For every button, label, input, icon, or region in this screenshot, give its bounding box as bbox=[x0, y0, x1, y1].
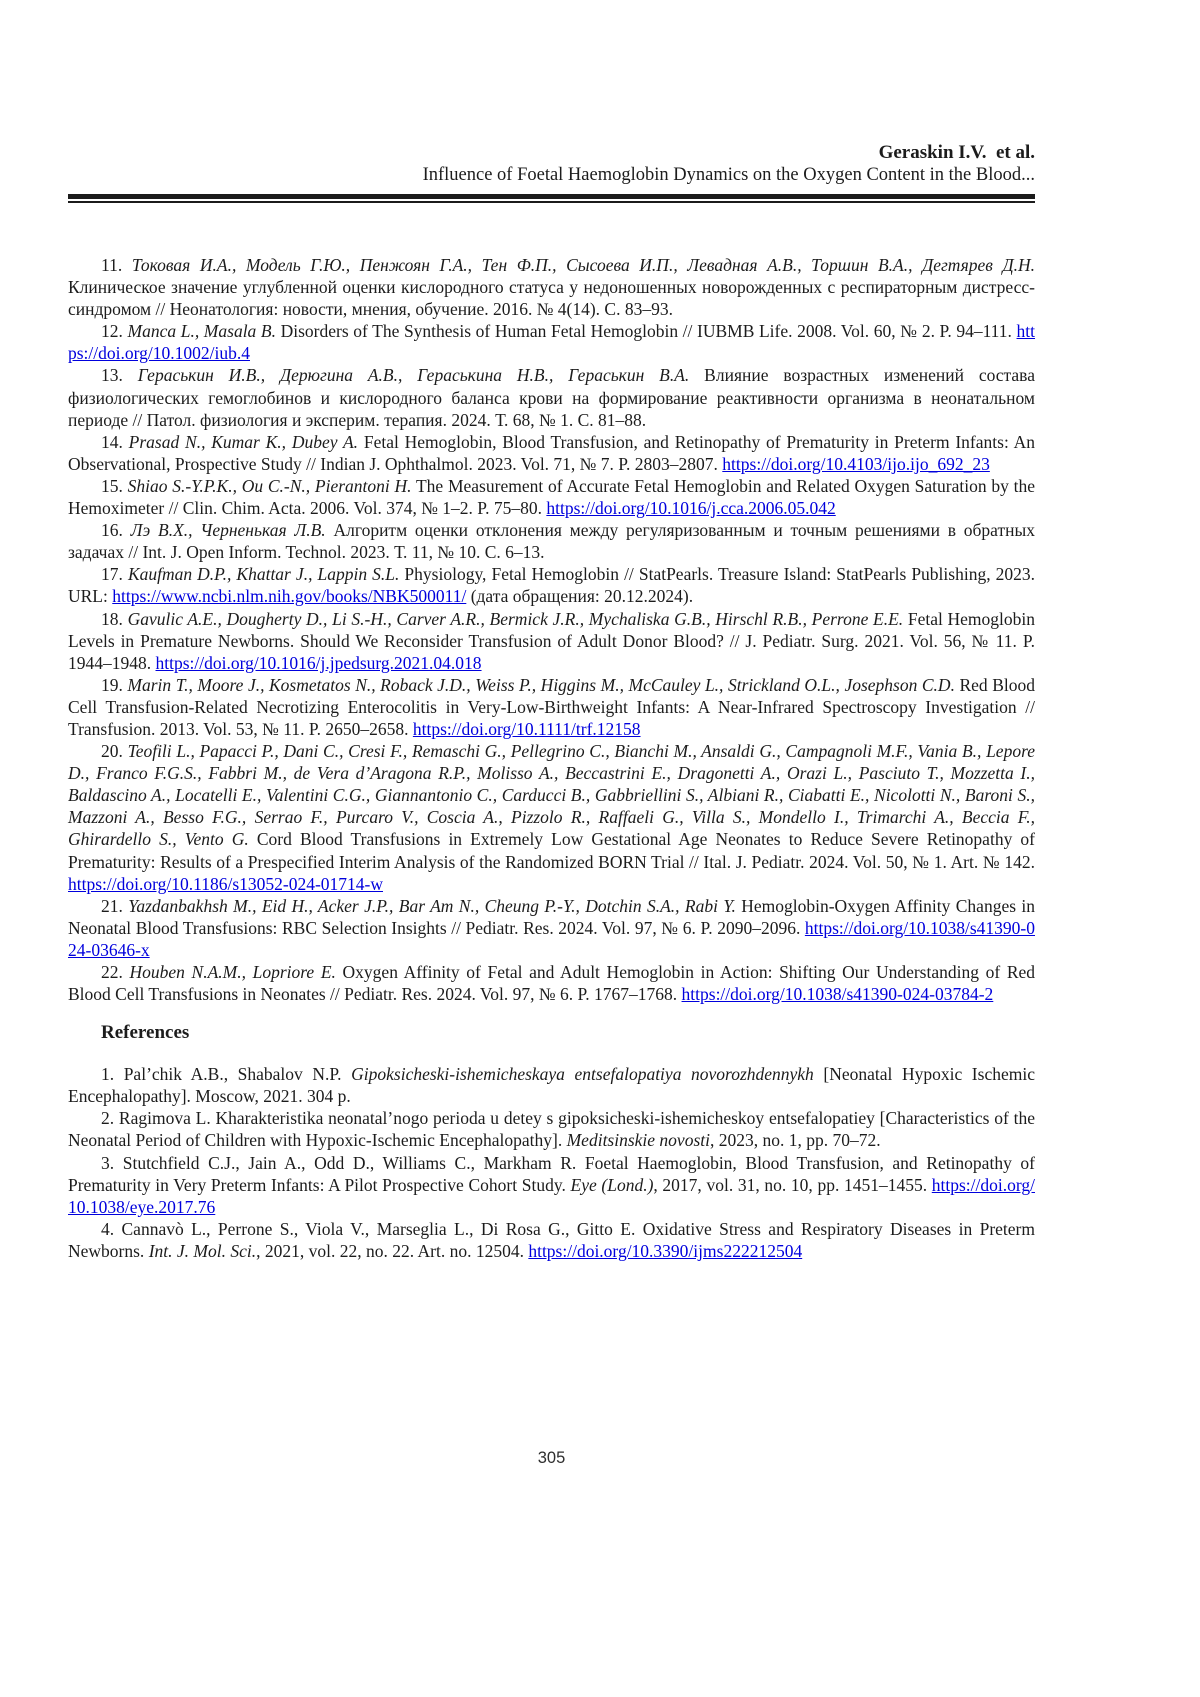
reference-italic-text: Manca L., Masala B. bbox=[127, 321, 276, 342]
reference-text: Disorders of The Synthesis of Human Fetal Hemoglobin // IUBMB Life. 2008. Vol. 60, № 2. P. 94–111. bbox=[275, 321, 1017, 342]
reference-item bbox=[68, 740, 1035, 895]
reference-item bbox=[68, 475, 1035, 519]
reference-item bbox=[68, 895, 1035, 961]
doi-link[interactable]: https://doi.org/10.4103/ijo.ijo_692_23 bbox=[722, 453, 990, 474]
reference-text: , 2021, vol. 22, no. 22. Art. no. 12504. bbox=[256, 1240, 529, 1261]
doi-link[interactable]: https://doi.org/10.1038/s41390-024-03784-2 bbox=[681, 984, 994, 1005]
reference-list-continued bbox=[68, 254, 1035, 1005]
reference-italic-text: Yazdanbakhsh M., Eid H., Acker J.P., Bar Am N., Cheung P.-Y., Dotchin S.A., Rabi Y. bbox=[128, 895, 736, 916]
reference-text: 15. bbox=[101, 475, 128, 496]
doi-link[interactable]: https://doi.org/10.1002/iub.4 bbox=[68, 321, 1036, 364]
reference-italic-text: Gipoksicheski-ishemicheskaya entsefalopatiya novorozhdennykh bbox=[351, 1064, 814, 1085]
doi-link[interactable]: https://doi.org/10.1038/eye.2017.76 bbox=[68, 1174, 1035, 1217]
reference-item bbox=[68, 961, 1035, 1005]
reference-text: Cord Blood Transfusions in Extremely Low Gestational Age Neonates to Reduce Severe Retinopathy of Prematurity: Results of a Prespecified Interim Analysis of the Randomized BORN Trial // Ital. J. Pediatr. 2024. Vol. 50, № 1. Art. № 142. bbox=[68, 829, 1036, 872]
reference-text: , 2023, no. 1, pp. 70–72. bbox=[710, 1130, 881, 1151]
reference-item bbox=[68, 1107, 1035, 1151]
reference-text: Physiology, Fetal Hemoglobin // StatPearls. Treasure Island: StatPearls Publishing, 2023. URL: bbox=[68, 564, 1036, 607]
reference-italic-text: Токовая И.А., Модель Г.Ю., Пенжоян Г.А., Тен Ф.П., Сысоева И.П., Левадная А.В., Торшин В.А., Дегтярев Д.Н. bbox=[131, 255, 1036, 275]
reference-item bbox=[68, 431, 1035, 475]
reference-item bbox=[68, 608, 1035, 674]
reference-text: [Neonatal Hypoxic Ischemic Encephalopathy]. Moscow, 2021. 304 p. bbox=[68, 1064, 1035, 1107]
page-footer bbox=[68, 1449, 1035, 1468]
reference-text: Алгоритм оценки отклонения между регуляризованным и точным решениями в обратных задачах // Int. J. Open Inform. Technol. 2023. Т. 11, № 10. С. 6–13. bbox=[68, 520, 1035, 563]
reference-item bbox=[68, 563, 1035, 607]
doi-link[interactable]: https://doi.org/10.1038/s41390-024-03646-x bbox=[68, 917, 1035, 960]
reference-text: 21. bbox=[101, 895, 129, 916]
reference-item bbox=[68, 364, 1035, 430]
reference-text: , 2017, vol. 31, no. 10, pp. 1451–1455. bbox=[653, 1174, 932, 1195]
divider-thick-line bbox=[68, 194, 1035, 199]
reference-text: Red Blood Cell Transfusion-Related Necrotizing Enterocolitis in Very-Low-Birthweight Infants: A Near-Infrared Spectroscopy Investigation // Transfusion. 2013. Vol. 53, № 11. P. 2650–2658. bbox=[68, 674, 1035, 739]
reference-text: 17. bbox=[101, 564, 128, 585]
header-divider bbox=[68, 194, 1035, 203]
doi-link[interactable]: https://doi.org/10.3390/ijms222212504 bbox=[528, 1240, 803, 1261]
doi-link[interactable]: https://doi.org/10.1111/trf.12158 bbox=[412, 718, 641, 739]
reference-text: Клиническое значение углубленной оценки кислородного статуса у недоношенных новорожденных с респираторным дистресс-синдромом // Неонатология: новости, мнения, обучение. 2016. № 4(14). С. 83–93. bbox=[68, 277, 1035, 320]
doi-link[interactable]: https://doi.org/10.1016/j.cca.2006.05.042 bbox=[546, 498, 836, 519]
doi-link[interactable]: https://doi.org/10.1016/j.jpedsurg.2021.04.018 bbox=[155, 652, 482, 673]
reference-text: 20. bbox=[101, 741, 128, 762]
reference-italic-text: Prasad N., Kumar K., Dubey A. bbox=[128, 431, 359, 452]
reference-list-transliterated bbox=[68, 1063, 1035, 1262]
reference-text: 13. bbox=[101, 365, 138, 386]
reference-text: 19. bbox=[101, 674, 128, 695]
reference-text: Oxygen Affinity of Fetal and Adult Hemoglobin in Action: Shifting Our Understanding of Red Blood Cell Transfusions in Neonates // Pediatr. Res. 2024. Vol. 97, № 6. P. 1767–1768. bbox=[68, 962, 1036, 1005]
reference-item bbox=[68, 1063, 1035, 1107]
reference-italic-text: Гераськин И.В., Дерюгина А.В., Гераськина Н.В., Гераськин В.А. bbox=[137, 365, 690, 386]
reference-italic-text: Meditsinskie novosti bbox=[566, 1130, 710, 1151]
reference-item bbox=[68, 519, 1035, 563]
references-body bbox=[68, 254, 1035, 1262]
reference-item bbox=[68, 674, 1035, 740]
reference-item bbox=[68, 320, 1035, 364]
reference-text: 11. bbox=[101, 255, 132, 275]
reference-text: (дата обращения: 20.12.2024). bbox=[466, 586, 694, 607]
reference-text: 14. bbox=[101, 431, 129, 452]
reference-text: 4. Cannavò L., Perrone S., Viola V., Marseglia L., Di Rosa G., Gitto E. Oxidative Stress and Respiratory Diseases in Preterm Newborns. bbox=[68, 1218, 1035, 1261]
reference-text: Влияние возрастных изменений состава физиологических гемоглобинов и кислородного баланса крови на формирование реактивности организма в неонатальном периоде // Патол. физиология и эксперим. терапия. 2024. Т. 68, № 1. С. 81–88. bbox=[68, 365, 1035, 430]
reference-text: Fetal Hemoglobin, Blood Transfusion, and Retinopathy of Prematurity in Preterm Infants: An Observational, Prospective Study // Indian J. Ophthalmol. 2023. Vol. 71, № 7. P. 2803–2807. bbox=[68, 431, 1036, 474]
reference-text: 16. bbox=[101, 520, 131, 541]
reference-text: Fetal Hemoglobin Levels in Premature Newborns. Should We Reconsider Transfusion of Adult Donor Blood? // J. Pediatr. Surg. 2021. Vol. 56, № 11. P. 1944–1948. bbox=[68, 608, 1036, 673]
reference-text: 2. Ragimova L. Kharakteristika neonatal’nogo perioda u detey s gipoksicheski-ishemicheskoy entsefalopatiey [Characteristics of the Neonatal Period of Children with Hypoxic-Ischemic Encephalopathy]. bbox=[68, 1108, 1035, 1151]
reference-italic-text: Int. J. Mol. Sci. bbox=[148, 1240, 257, 1261]
reference-text: Hemoglobin-Oxygen Affinity Changes in Neonatal Blood Transfusions: RBC Selection Insights // Pediatr. Res. 2024. Vol. 97, № 6. P. 2090–2096. bbox=[68, 895, 1036, 938]
reference-italic-text: Houben N.A.M., Lopriore E. bbox=[129, 962, 336, 982]
doi-link[interactable]: https://www.ncbi.nlm.nih.gov/books/NBK500011/ bbox=[112, 586, 467, 607]
page-content bbox=[68, 141, 1035, 1262]
reference-text: 22. bbox=[101, 962, 130, 982]
reference-italic-text: Gavulic A.E., Dougherty D., Li S.-H., Carver A.R., Bermick J.R., Mychaliska G.B., Hirschl R.B., Perrone E.E. bbox=[127, 608, 904, 629]
page-number: 305 bbox=[537, 1449, 566, 1467]
reference-item bbox=[68, 1152, 1035, 1218]
reference-italic-text: Shiao S.-Y.P.K., Ou C.-N., Pierantoni H. bbox=[127, 475, 412, 496]
running-head bbox=[68, 141, 1035, 203]
reference-italic-text: Лэ В.Х., Черненькая Л.В. bbox=[130, 520, 326, 541]
reference-text: 12. bbox=[101, 321, 128, 342]
divider-thin-line bbox=[68, 201, 1035, 203]
reference-text: 1. Pal’chik A.B., Shabalov N.P. bbox=[101, 1064, 352, 1085]
reference-italic-text: Marin T., Moore J., Kosmetatos N., Roback J.D., Weiss P., Higgins M., McCauley L., Strickland O.L., Josephson C.D. bbox=[127, 674, 955, 695]
doi-link[interactable]: https://doi.org/10.1186/s13052-024-01714-w bbox=[68, 873, 383, 894]
reference-italic-text: Eye (Lond.) bbox=[570, 1174, 654, 1195]
reference-text: 3. Stutchfield C.J., Jain A., Odd D., Williams C., Markham R. Foetal Haemoglobin, Blood Transfusion, and Retinopathy of Prematurity in Very Preterm Infants: A Pilot Prospective Cohort Study. bbox=[68, 1152, 1035, 1195]
reference-item bbox=[68, 1218, 1035, 1262]
reference-item bbox=[68, 254, 1035, 320]
reference-text: 18. bbox=[101, 608, 128, 629]
reference-italic-text: Kaufman D.P., Khattar J., Lappin S.L. bbox=[127, 564, 400, 585]
reference-text: The Measurement of Accurate Fetal Hemoglobin and Related Oxygen Saturation by the Hemoximeter // Clin. Chim. Acta. 2006. Vol. 374, № 1–2. P. 75–80. bbox=[68, 475, 1035, 519]
running-head-author: Geraskin I.V. et al. bbox=[878, 142, 1035, 163]
running-head-title: Influence of Foetal Haemoglobin Dynamics on the Oxygen Content in the Blood... bbox=[422, 165, 1035, 185]
references-heading: References bbox=[101, 1022, 190, 1044]
reference-italic-text: Teofili L., Papacci P., Dani C., Cresi F., Remaschi G., Pellegrino C., Bianchi M., Ansaldi G., Campagnoli M.F., Vania B., Lepore D., Franco F.G.S., Fabbri M., de Vera d’Aragona R.P., Molisso A., Beccastrini E., Dragonetti A., Orazi L., Pasciuto T., Mozzetta I., Baldascino A., Locatelli E., Valentini C.G., Giannantonio C., Carducci B., Gabbriellini S., Albiani R., Ciabatti E., Nicolotti N., Baroni S., Mazzoni A., Besso F.G., Serrao F., Purcaro V., Coscia A., Pizzolo R., Raffaeli G., Villa S., Mondello I., Trimarchi A., Beccia F., Ghirardello S., Vento G. bbox=[68, 741, 1035, 850]
